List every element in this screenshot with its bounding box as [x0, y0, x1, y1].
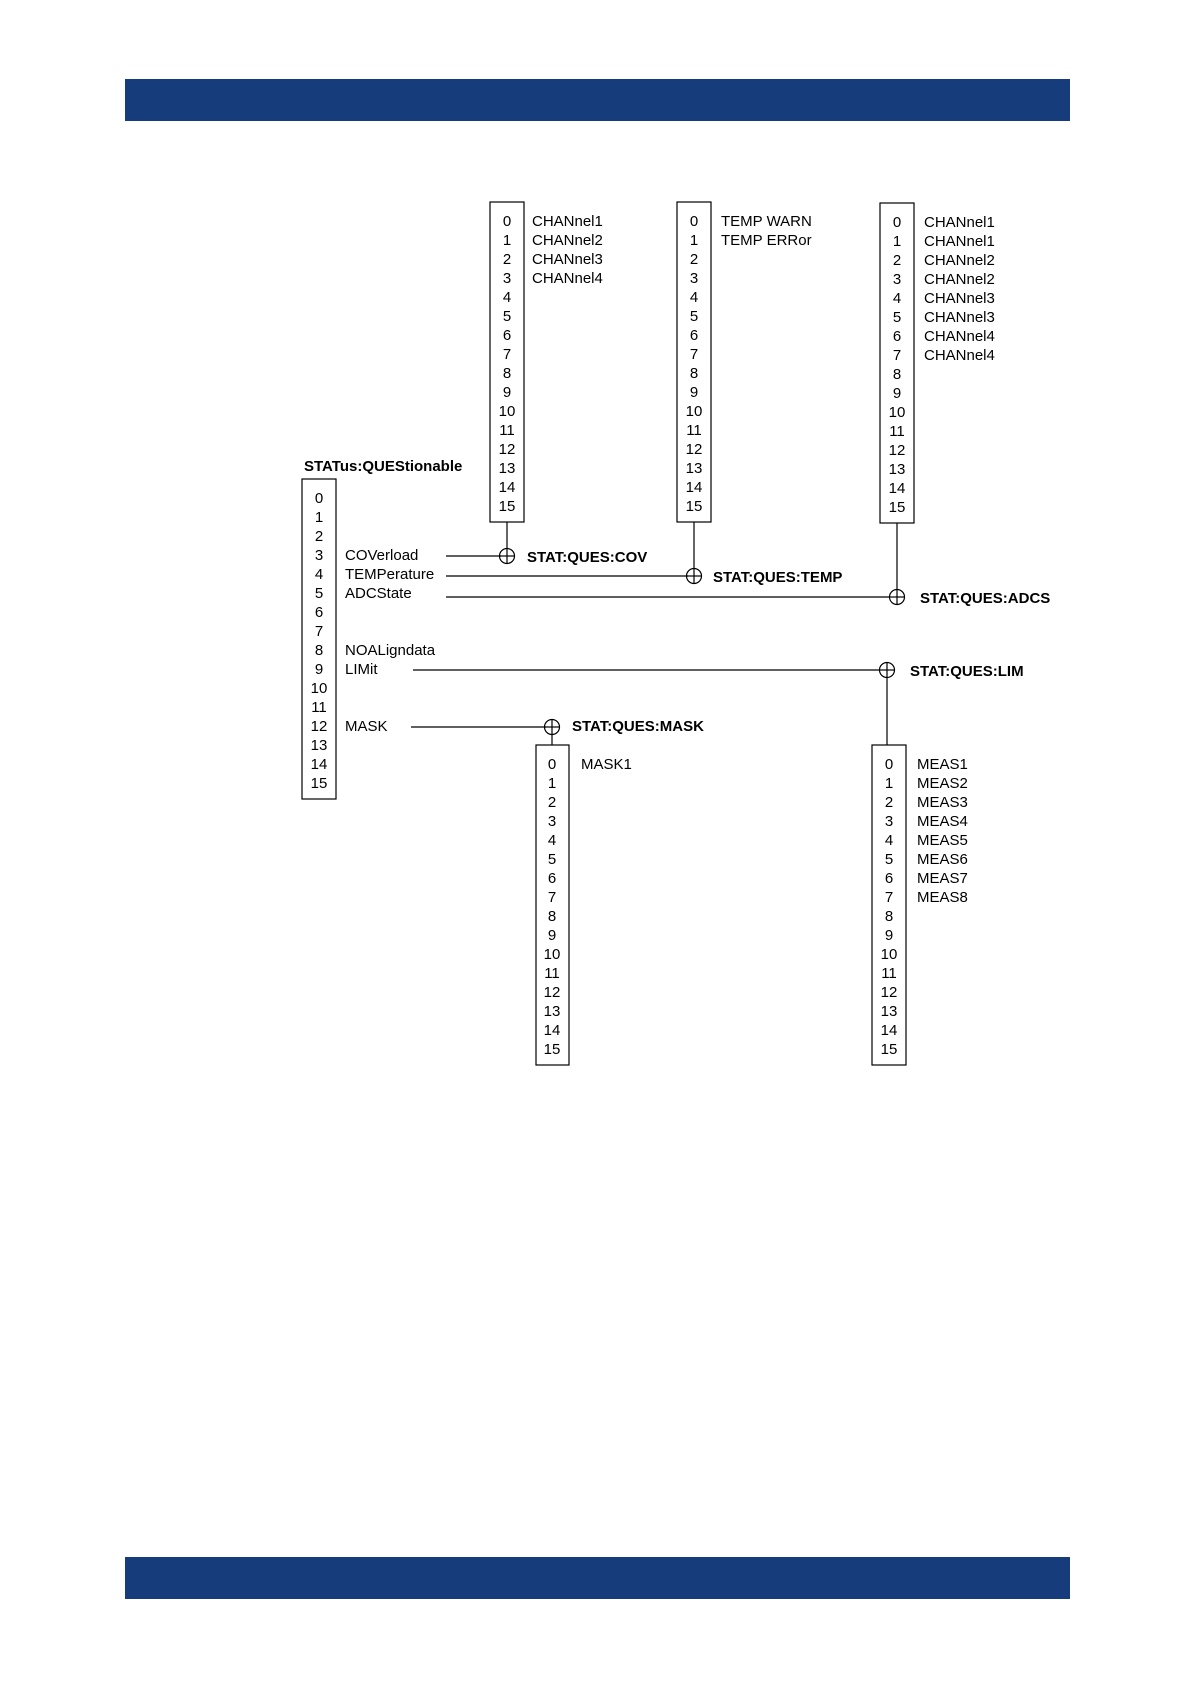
adcs-bit-2: 2 — [892, 252, 902, 269]
questionable-bit-9: 9 — [314, 661, 324, 678]
temp-bit-13: 13 — [685, 460, 703, 477]
mask-bit-0: 0 — [547, 756, 557, 773]
temp-bit-14: 14 — [685, 479, 703, 496]
questionable-label-coverload: COVerload — [345, 547, 419, 564]
adcs-bit-7: 7 — [892, 347, 902, 364]
questionable-label-temperature: TEMPerature — [345, 566, 435, 583]
questionable-bit-12: 12 — [310, 718, 328, 735]
lim-bit-13: 13 — [880, 1003, 898, 1020]
adcs-label-1: CHANnel1 — [924, 233, 995, 250]
temp-bit-12: 12 — [685, 441, 703, 458]
questionable-bit-11: 11 — [311, 699, 327, 716]
mask-bit-3: 3 — [547, 813, 557, 830]
adcs-label-0: CHANnel1 — [924, 214, 995, 231]
lim-bit-15: 15 — [880, 1041, 898, 1058]
mask-bit-9: 9 — [547, 927, 557, 944]
questionable-bit-2: 2 — [314, 528, 324, 545]
mask-bit-1: 1 — [547, 775, 557, 792]
lim-bit-0: 0 — [884, 756, 894, 773]
cov-bit-4: 4 — [502, 289, 512, 306]
cov-bit-8: 8 — [502, 365, 512, 382]
lim-label-4: MEAS5 — [917, 832, 968, 849]
cov-label-3: CHANnel4 — [532, 270, 603, 287]
adcs-label-2: CHANnel2 — [924, 252, 995, 269]
questionable-bit-1: 1 — [314, 509, 324, 526]
adcs-bit-1: 1 — [892, 233, 902, 250]
questionable-bit-3: 3 — [314, 547, 324, 564]
adcs-bit-12: 12 — [888, 442, 906, 459]
temp-bit-1: 1 — [689, 232, 699, 249]
adcs-bit-14: 14 — [888, 480, 906, 497]
mask-bit-6: 6 — [547, 870, 557, 887]
mask-bit-12: 12 — [543, 984, 561, 1001]
questionable-bit-8: 8 — [314, 642, 324, 659]
mask-sum-symbol — [545, 720, 560, 735]
cov-bit-9: 9 — [502, 384, 512, 401]
lim-bit-7: 7 — [884, 889, 894, 906]
temp-bit-2: 2 — [689, 251, 699, 268]
lim-bit-5: 5 — [884, 851, 894, 868]
lim-bit-6: 6 — [884, 870, 894, 887]
mask-bit-13: 13 — [543, 1003, 561, 1020]
temp-bit-3: 3 — [689, 270, 699, 287]
lim-label-2: MEAS3 — [917, 794, 968, 811]
cov-bit-10: 10 — [498, 403, 516, 420]
temp-label-0: TEMP WARN — [721, 213, 812, 230]
questionable-title: STATus:QUEStionable — [304, 458, 463, 475]
lim-bit-10: 10 — [880, 946, 898, 963]
lim-label-5: MEAS6 — [917, 851, 968, 868]
adcs-label-3: CHANnel2 — [924, 271, 995, 288]
temp-label-1: TEMP ERRor — [721, 232, 812, 249]
cov-bit-2: 2 — [502, 251, 512, 268]
mask-bit-11: 11 — [544, 965, 560, 982]
temp-bit-4: 4 — [689, 289, 699, 306]
adcs-bit-5: 5 — [892, 309, 902, 326]
lim-bit-11: 11 — [881, 965, 897, 982]
questionable-bit-15: 15 — [310, 775, 328, 792]
questionable-bit-7: 7 — [314, 623, 324, 640]
cov-sum-symbol — [500, 549, 515, 564]
cov-label-1: CHANnel2 — [532, 232, 603, 249]
questionable-bit-0: 0 — [314, 490, 324, 507]
lim-title: STAT:QUES:LIM — [910, 663, 1024, 680]
cov-bit-15: 15 — [498, 498, 516, 515]
cov-bit-6: 6 — [502, 327, 512, 344]
questionable-bit-10: 10 — [310, 680, 328, 697]
lim-label-7: MEAS8 — [917, 889, 968, 906]
adcs-label-7: CHANnel4 — [924, 347, 995, 364]
lim-bit-12: 12 — [880, 984, 898, 1001]
mask-bit-5: 5 — [547, 851, 557, 868]
adcs-bit-0: 0 — [892, 214, 902, 231]
lim-label-1: MEAS2 — [917, 775, 968, 792]
mask-bit-10: 10 — [543, 946, 561, 963]
adcs-bit-8: 8 — [892, 366, 902, 383]
cov-bit-11: 11 — [499, 422, 515, 439]
bit-numbers — [311, 213, 906, 1058]
cov-bit-12: 12 — [498, 441, 516, 458]
adcs-bit-13: 13 — [888, 461, 906, 478]
adcs-bit-15: 15 — [888, 499, 906, 516]
lim-bit-3: 3 — [884, 813, 894, 830]
cov-bit-14: 14 — [498, 479, 516, 496]
lim-label-3: MEAS4 — [917, 813, 968, 830]
lim-bit-9: 9 — [884, 927, 894, 944]
questionable-label-adcstate: ADCState — [345, 585, 412, 602]
cov-title: STAT:QUES:COV — [527, 549, 648, 566]
temp-title: STAT:QUES:TEMP — [713, 569, 843, 586]
temp-bit-11: 11 — [686, 422, 702, 439]
lim-label-0: MEAS1 — [917, 756, 968, 773]
adcs-bit-4: 4 — [892, 290, 902, 307]
temp-bit-8: 8 — [689, 365, 699, 382]
lim-bit-2: 2 — [884, 794, 894, 811]
adcs-bit-9: 9 — [892, 385, 902, 402]
temp-bit-9: 9 — [689, 384, 699, 401]
lim-bit-4: 4 — [884, 832, 894, 849]
adcs-bit-11: 11 — [889, 423, 905, 440]
questionable-label-noaligndata: NOALigndata — [345, 642, 436, 659]
questionable-bit-13: 13 — [310, 737, 328, 754]
questionable-bit-6: 6 — [314, 604, 324, 621]
mask-bit-15: 15 — [543, 1041, 561, 1058]
questionable-label-mask: MASK — [345, 718, 388, 735]
questionable-bit-4: 4 — [314, 566, 324, 583]
lim-bit-1: 1 — [884, 775, 894, 792]
mask-bit-2: 2 — [547, 794, 557, 811]
adcs-bit-6: 6 — [892, 328, 902, 345]
cov-label-2: CHANnel3 — [532, 251, 603, 268]
temp-bit-7: 7 — [689, 346, 699, 363]
questionable-bit-5: 5 — [314, 585, 324, 602]
temp-bit-6: 6 — [689, 327, 699, 344]
temp-bit-10: 10 — [685, 403, 703, 420]
cov-bit-3: 3 — [502, 270, 512, 287]
lim-bit-14: 14 — [880, 1022, 898, 1039]
adcs-label-4: CHANnel3 — [924, 290, 995, 307]
questionable-label-limit: LIMit — [345, 661, 378, 678]
cov-bit-7: 7 — [502, 346, 512, 363]
adcs-label-6: CHANnel4 — [924, 328, 995, 345]
temp-bit-0: 0 — [689, 213, 699, 230]
temp-sum-symbol — [687, 569, 702, 584]
mask-bit-7: 7 — [547, 889, 557, 906]
adcs-bit-3: 3 — [892, 271, 902, 288]
cov-bit-5: 5 — [502, 308, 512, 325]
lim-bit-8: 8 — [884, 908, 894, 925]
mask-bit-14: 14 — [543, 1022, 561, 1039]
temp-bit-15: 15 — [685, 498, 703, 515]
adcs-title: STAT:QUES:ADCS — [920, 590, 1051, 607]
mask-title: STAT:QUES:MASK — [572, 718, 704, 735]
questionable-bit-14: 14 — [310, 756, 328, 773]
mask-bit-8: 8 — [547, 908, 557, 925]
mask-label-0: MASK1 — [581, 756, 632, 773]
mask-bit-4: 4 — [547, 832, 557, 849]
temp-bit-5: 5 — [689, 308, 699, 325]
cov-bit-1: 1 — [502, 232, 512, 249]
adcs-sum-symbol — [890, 590, 905, 605]
cov-bit-13: 13 — [498, 460, 516, 477]
lim-label-6: MEAS7 — [917, 870, 968, 887]
cov-label-0: CHANnel1 — [532, 213, 603, 230]
adcs-label-5: CHANnel3 — [924, 309, 995, 326]
lim-sum-symbol — [880, 663, 895, 678]
cov-bit-0: 0 — [502, 213, 512, 230]
adcs-bit-10: 10 — [888, 404, 906, 421]
